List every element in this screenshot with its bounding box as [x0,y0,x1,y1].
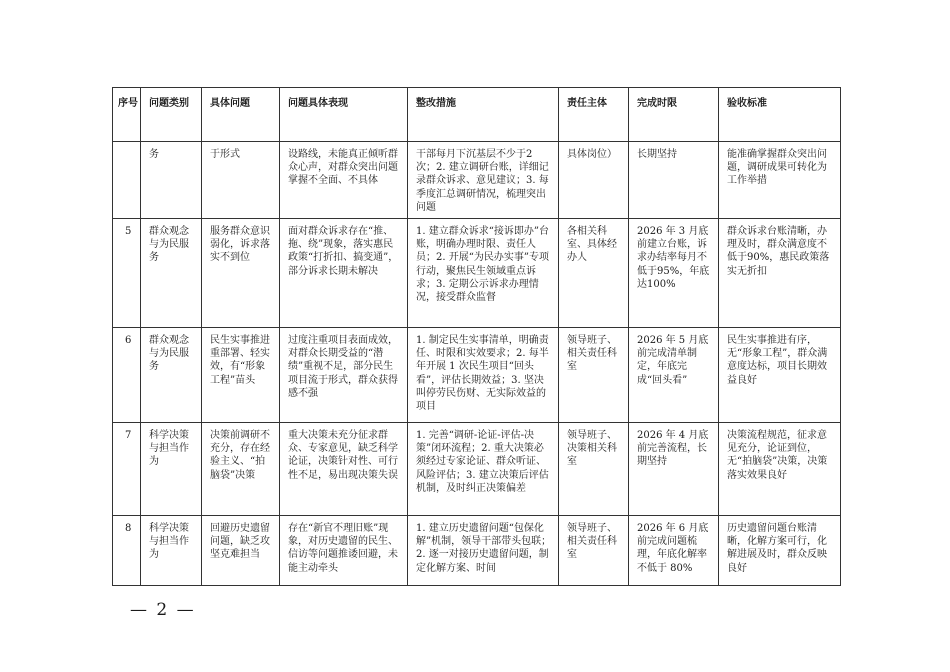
cell-issue: 服务群众意识弱化，诉求落实不到位 [202,219,280,328]
cell-issue: 民生实事推进重部署、轻实效，有“形象工程”苗头 [202,328,280,423]
header-measures: 整改措施 [408,88,559,142]
cell-responsible: 具体岗位） [559,142,629,219]
cell-responsible: 各相关科室、具体经办人 [559,219,629,328]
cell-measures: 干部每月下沉基层不少于2次；2. 建立调研台账，详细记录群众诉求、意见建议；3. 每季度汇总调研情况，梳理突出问题 [408,142,559,219]
cell-measures: 1. 制定民生实事清单，明确责任、时限和实效要求；2. 每半年开展 1 次民生项目“回头看”，评估长期效益；3. 坚决叫停劳民伤财、无实际效益的项目 [408,328,559,423]
header-issue: 具体问题 [202,88,280,142]
cell-responsible: 领导班子、相关责任科室 [559,328,629,423]
cell-manifestation: 重大决策未充分征求群众、专家意见，缺乏科学论证，决策针对性、可行性不足，易出现决策失误 [280,423,408,516]
cell-acceptance: 群众诉求台账清晰，办理及时，群众满意度不低于90%，惠民政策落实无折扣 [719,219,841,328]
cell-index: 6 [113,328,141,423]
cell-manifestation: 面对群众诉求存在“推、拖、绕”现象，落实惠民政策“打折扣、搞变通”，部分诉求长期未解决 [280,219,408,328]
cell-category: 群众观念与为民服务 [141,219,202,328]
cell-index: 5 [113,219,141,328]
cell-index [113,142,141,219]
page-number: — 2 — [130,600,196,620]
table-row [113,516,841,586]
cell-deadline: 长期坚持 [629,142,719,219]
cell-index: 8 [113,516,141,586]
cell-category: 科学决策与担当作为 [141,423,202,516]
cell-category: 务 [141,142,202,219]
cell-measures: 1. 建立历史遗留问题“包保化解”机制，领导干部带头包联；2. 逐一对接历史遗留问题，制定化解方案、时间 [408,516,559,586]
cell-acceptance: 历史遗留问题台账清晰，化解方案可行，化解进展及时，群众反映良好 [719,516,841,586]
cell-manifestation: 设路线，未能真正倾听群众心声，对群众突出问题掌握不全面、不具体 [280,142,408,219]
cell-category: 科学决策与担当作为 [141,516,202,586]
cell-deadline: 2026 年 4 月底前完善流程，长期坚持 [629,423,719,516]
cell-deadline: 2026 年 5 月底前完成清单制定，年底完成“回头看” [629,328,719,423]
cell-deadline: 2026 年 6 月底前完成问题梳理，年底化解率不低于 80% [629,516,719,586]
header-manifestation: 问题具体表现 [280,88,408,142]
header-deadline: 完成时限 [629,88,719,142]
cell-issue: 于形式 [202,142,280,219]
cell-acceptance: 能准确掌握群众突出问题，调研成果可转化为工作举措 [719,142,841,219]
cell-deadline: 2026 年 3 月底前建立台账，诉求办结率每月不低于95%，年底达100% [629,219,719,328]
table-row [113,423,841,516]
cell-issue: 决策前调研不充分，存在经验主义、“拍脑袋”决策 [202,423,280,516]
cell-responsible: 领导班子、决策相关科室 [559,423,629,516]
cell-manifestation: 过度注重项目表面成效，对群众长期受益的“潜绩”重视不足，部分民生项目流于形式，群众获得感不强 [280,328,408,423]
table-row [113,328,841,423]
cell-measures: 1. 建立群众诉求“接诉即办”台账，明确办理时限、责任人员；2. 开展“为民办实事”专项行动，聚焦民生领域重点诉求；3. 定期公示诉求办理情况，接受群众监督 [408,219,559,328]
cell-acceptance: 民生实事推进有序，无“形象工程”，群众满意度达标，项目长期效益良好 [719,328,841,423]
rectification-table [112,87,841,586]
cell-category: 群众观念与为民服务 [141,328,202,423]
header-responsible: 责任主体 [559,88,629,142]
header-index: 序号 [113,88,141,142]
cell-measures: 1. 完善“调研-论证-评估-决策”闭环流程；2. 重大决策必须经过专家论证、群众听证、风险评估；3. 建立决策后评估机制，及时纠正决策偏差 [408,423,559,516]
cell-issue: 回避历史遗留问题，缺乏攻坚克难担当 [202,516,280,586]
header-category: 问题类别 [141,88,202,142]
cell-responsible: 领导班子、相关责任科室 [559,516,629,586]
cell-index: 7 [113,423,141,516]
cell-acceptance: 决策流程规范，征求意见充分，论证到位，无“拍脑袋”决策，决策落实效果良好 [719,423,841,516]
table-row [113,142,841,219]
cell-manifestation: 存在“新官不理旧账”现象，对历史遗留的民生、信访等问题推诿回避，未能主动牵头 [280,516,408,586]
header-row [113,88,841,142]
table-row [113,219,841,328]
header-acceptance: 验收标准 [719,88,841,142]
